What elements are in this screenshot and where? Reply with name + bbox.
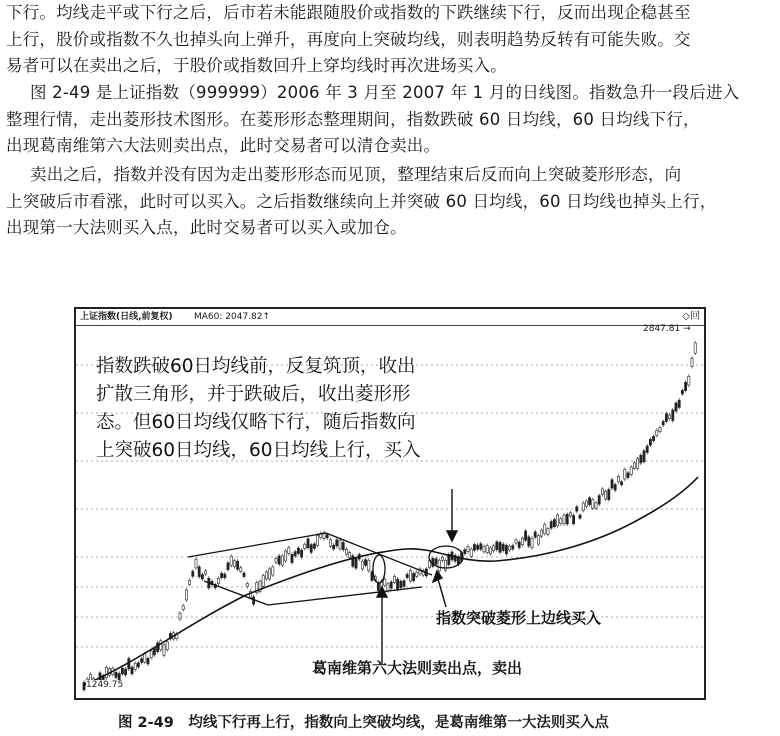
candle-body — [499, 542, 501, 552]
annotation-line: 上突破60日均线，60日均线上行，买入 — [96, 440, 421, 461]
candle-body — [141, 659, 143, 663]
candle-body — [550, 522, 552, 529]
candle-body — [553, 520, 555, 527]
candle-body — [560, 519, 562, 524]
candle-body — [201, 575, 203, 579]
candle-body — [121, 668, 123, 674]
candle-body — [368, 560, 370, 570]
candle-body — [505, 545, 507, 554]
candle-body — [585, 501, 587, 506]
candle-body — [678, 400, 680, 407]
candle-body — [592, 499, 594, 508]
candle-body — [649, 439, 651, 445]
candle-body — [489, 548, 491, 554]
candle-body — [493, 546, 495, 551]
candle-body — [160, 641, 162, 650]
candle-body — [681, 390, 683, 394]
candle-body — [601, 489, 603, 495]
candle-body — [217, 578, 219, 583]
candle-body — [669, 415, 671, 419]
candle-body — [557, 515, 559, 526]
candle-body — [224, 574, 226, 578]
candle-body — [563, 515, 565, 524]
candle-body — [278, 556, 280, 564]
candle-body — [125, 669, 127, 675]
candle-body — [361, 561, 363, 569]
candle-body — [528, 537, 530, 546]
candle-body — [150, 651, 152, 658]
diamond-pattern — [188, 533, 432, 605]
candle-body — [617, 476, 619, 481]
candle-body — [297, 548, 299, 554]
candle-body — [233, 561, 235, 567]
candle-body — [694, 343, 696, 353]
candle-body — [336, 540, 338, 546]
candle-body — [595, 503, 597, 508]
paragraph-1 — [6, 0, 776, 80]
candle-body — [355, 559, 357, 568]
candle-body — [301, 550, 303, 557]
candle-body — [409, 570, 411, 581]
candle-body — [205, 571, 207, 574]
paragraph-3 — [6, 162, 776, 242]
candle-body — [665, 414, 667, 422]
candle-body — [163, 645, 165, 655]
candle-body — [189, 580, 191, 584]
candle-body — [400, 581, 402, 588]
candle-body — [582, 503, 584, 511]
candle-body — [685, 382, 687, 390]
candle-body — [483, 546, 485, 551]
candle-body — [445, 560, 447, 570]
paragraph-line: 卖出之后，指数并没有因为走出菱形形态而见顶，整理结束后反而向上突破菱形形态，向 — [30, 165, 682, 184]
chart-header — [76, 309, 704, 326]
figure-caption: 图 2-49 均线下行再上行，指数向上突破均线，是葛南维第一大法则买入点 — [118, 715, 609, 731]
candle-body — [288, 548, 290, 554]
candle-body — [656, 430, 658, 435]
candle-body — [326, 535, 328, 538]
buy-annotation: 指数突破菱形上边线买入 — [436, 609, 602, 627]
candle-body — [477, 545, 479, 549]
candle-body — [285, 551, 287, 561]
candle-body — [131, 667, 133, 674]
candle-body — [349, 553, 351, 558]
paragraph-line: 上行，股价或指数不久也掉头向上弹升，再度向上突破均线，则表明趋势反转有可能失败。交 — [6, 29, 691, 49]
candle-body — [198, 567, 200, 577]
candle-body — [237, 561, 239, 569]
candle-body — [502, 544, 504, 550]
candle-body — [675, 403, 677, 411]
candle-body — [342, 542, 344, 549]
candle-body — [179, 613, 181, 619]
candle-body — [627, 473, 629, 478]
candle-body — [598, 496, 600, 505]
annotation-line: 扩散三角形，并于跌破后，收出菱形形 — [96, 384, 411, 405]
paragraph-line: 易者可以在卖出之后，于股价或指数回升上穿均线时再次进场买入。 — [6, 56, 507, 75]
candle-body — [307, 539, 309, 548]
candle-body — [377, 583, 379, 591]
candle-body — [614, 484, 616, 490]
candle-body — [352, 556, 354, 567]
candle-body — [195, 559, 197, 568]
candle-body — [230, 556, 232, 565]
candle-body — [509, 546, 511, 550]
paragraph-line: 下行。均线走平或下行之后，后市若未能跟随股价或指数的下跌继续下行，反而出现企稳甚至 — [6, 3, 691, 22]
candle-body — [304, 544, 306, 548]
candle-body — [464, 550, 466, 554]
candle-body — [317, 535, 319, 545]
candle-body — [441, 557, 443, 560]
candle-body — [115, 672, 117, 677]
paragraph-line: 图 2-49 是上证指数（999999）2006 年 3 月至 2007 年 1 月的日线图。指数急升一段后进入 — [30, 83, 740, 102]
candle-body — [265, 572, 267, 579]
annotation-line: 态。但60日均线仅略下行，随后指数向 — [96, 412, 416, 433]
candle-body — [576, 507, 578, 511]
candle-body — [646, 446, 648, 453]
candle-body — [83, 682, 85, 689]
candle-body — [435, 559, 437, 564]
candle-body — [240, 568, 242, 572]
candle-body — [537, 536, 539, 545]
candle-body — [393, 576, 395, 582]
candle-body — [144, 654, 146, 662]
candle-body — [480, 544, 482, 550]
candle-body — [653, 436, 655, 440]
candle-body — [470, 549, 472, 556]
candle-body — [339, 540, 341, 549]
candle-body — [637, 459, 639, 469]
chart-title: 上证指数(日线,前复权) — [80, 312, 173, 322]
peak-value-label: 2847.81 → — [643, 324, 691, 334]
candle-body — [390, 582, 392, 588]
paragraph-line: 上突破后市看涨，此时可以买入。之后指数继续向上并突破 60 日均线，60 日均线也掉头上行， — [6, 191, 717, 211]
candle-body — [630, 467, 632, 474]
candle-body — [333, 545, 335, 549]
candle-body — [157, 643, 159, 652]
candle-body — [166, 642, 168, 650]
candle-body — [643, 451, 645, 462]
candle-body — [185, 590, 187, 600]
candle-body — [246, 583, 248, 586]
sell-annotation: 葛南维第六大法则卖出点，卖出 — [312, 659, 523, 677]
candle-body — [659, 428, 661, 432]
candle-body — [473, 544, 475, 550]
chart-annotation-main — [96, 353, 421, 465]
candle-body — [605, 491, 607, 499]
candle-body — [467, 546, 469, 551]
candle-body — [579, 515, 581, 518]
candle-body — [672, 410, 674, 421]
candle-body — [153, 648, 155, 655]
candle-body — [294, 552, 296, 556]
candle-body — [416, 572, 418, 576]
candle-body — [688, 376, 690, 385]
candle-body — [329, 540, 331, 547]
candle-body — [243, 573, 245, 577]
candle-body — [691, 358, 693, 366]
candle-body — [291, 554, 293, 562]
candle-body — [569, 513, 571, 516]
candle-body — [624, 469, 626, 479]
candle-body — [182, 606, 184, 610]
candle-body — [137, 663, 139, 667]
candle-body — [403, 581, 405, 587]
paragraph-line: 出现葛南维第六大法则卖出点，此时交易者可以清仓卖出。 — [6, 136, 441, 155]
candle-body — [269, 569, 271, 579]
paragraph-line: 出现第一大法则买入点，此时交易者可以买入或加仓。 — [6, 218, 407, 237]
candle-body — [566, 514, 568, 524]
candle-body — [192, 571, 194, 576]
candle-body — [531, 538, 533, 547]
candle-body — [515, 540, 517, 543]
candle-body — [272, 567, 274, 575]
candle-body — [589, 498, 591, 505]
candle-body — [365, 560, 367, 566]
window-control-icon: ◇回 — [682, 311, 700, 322]
candle-body — [611, 480, 613, 488]
candle-body — [544, 524, 546, 533]
candle-body — [512, 546, 514, 550]
candle-body — [438, 560, 440, 571]
candle-body — [118, 673, 120, 680]
candle-body — [147, 658, 149, 664]
candle-body — [640, 455, 642, 463]
paragraph-2 — [6, 80, 776, 160]
candle-body — [227, 563, 229, 570]
candle-body — [262, 575, 264, 586]
candle-body — [573, 516, 575, 524]
candle-body — [281, 556, 283, 565]
candle-body — [384, 579, 386, 585]
candle-body — [534, 532, 536, 537]
candle-body — [406, 574, 408, 577]
low-value-label: 1249.75 — [86, 680, 124, 690]
sell-circle — [373, 555, 385, 583]
candle-body — [525, 531, 527, 540]
paragraph-line: 整理行情，走出菱形技术图形。在菱形形态整理期间，指数跌破 60 日均线，60 日均线下行， — [6, 109, 700, 129]
candle-body — [486, 546, 488, 553]
candle-body — [518, 542, 520, 548]
candle-body — [310, 545, 312, 553]
candle-body — [275, 559, 277, 563]
candle-body — [547, 529, 549, 535]
candle-body — [633, 463, 635, 468]
annotation-line: 指数跌破60日均线前，反复筑顶，收出 — [96, 356, 416, 377]
candle-body — [105, 667, 107, 678]
candle-body — [608, 490, 610, 500]
candle-body — [397, 579, 399, 589]
candle-body — [541, 530, 543, 536]
candle-body — [387, 584, 389, 591]
candle-body — [221, 573, 223, 577]
candle-body — [345, 549, 347, 554]
candle-body — [413, 573, 415, 580]
candle-body — [521, 538, 523, 545]
candle-body — [496, 542, 498, 550]
ma60-label: MA60: 2047.82↑ — [194, 312, 271, 322]
candle-body — [313, 544, 315, 548]
candle-body — [134, 663, 136, 669]
candle-body — [662, 421, 664, 425]
candle-body — [621, 482, 623, 485]
